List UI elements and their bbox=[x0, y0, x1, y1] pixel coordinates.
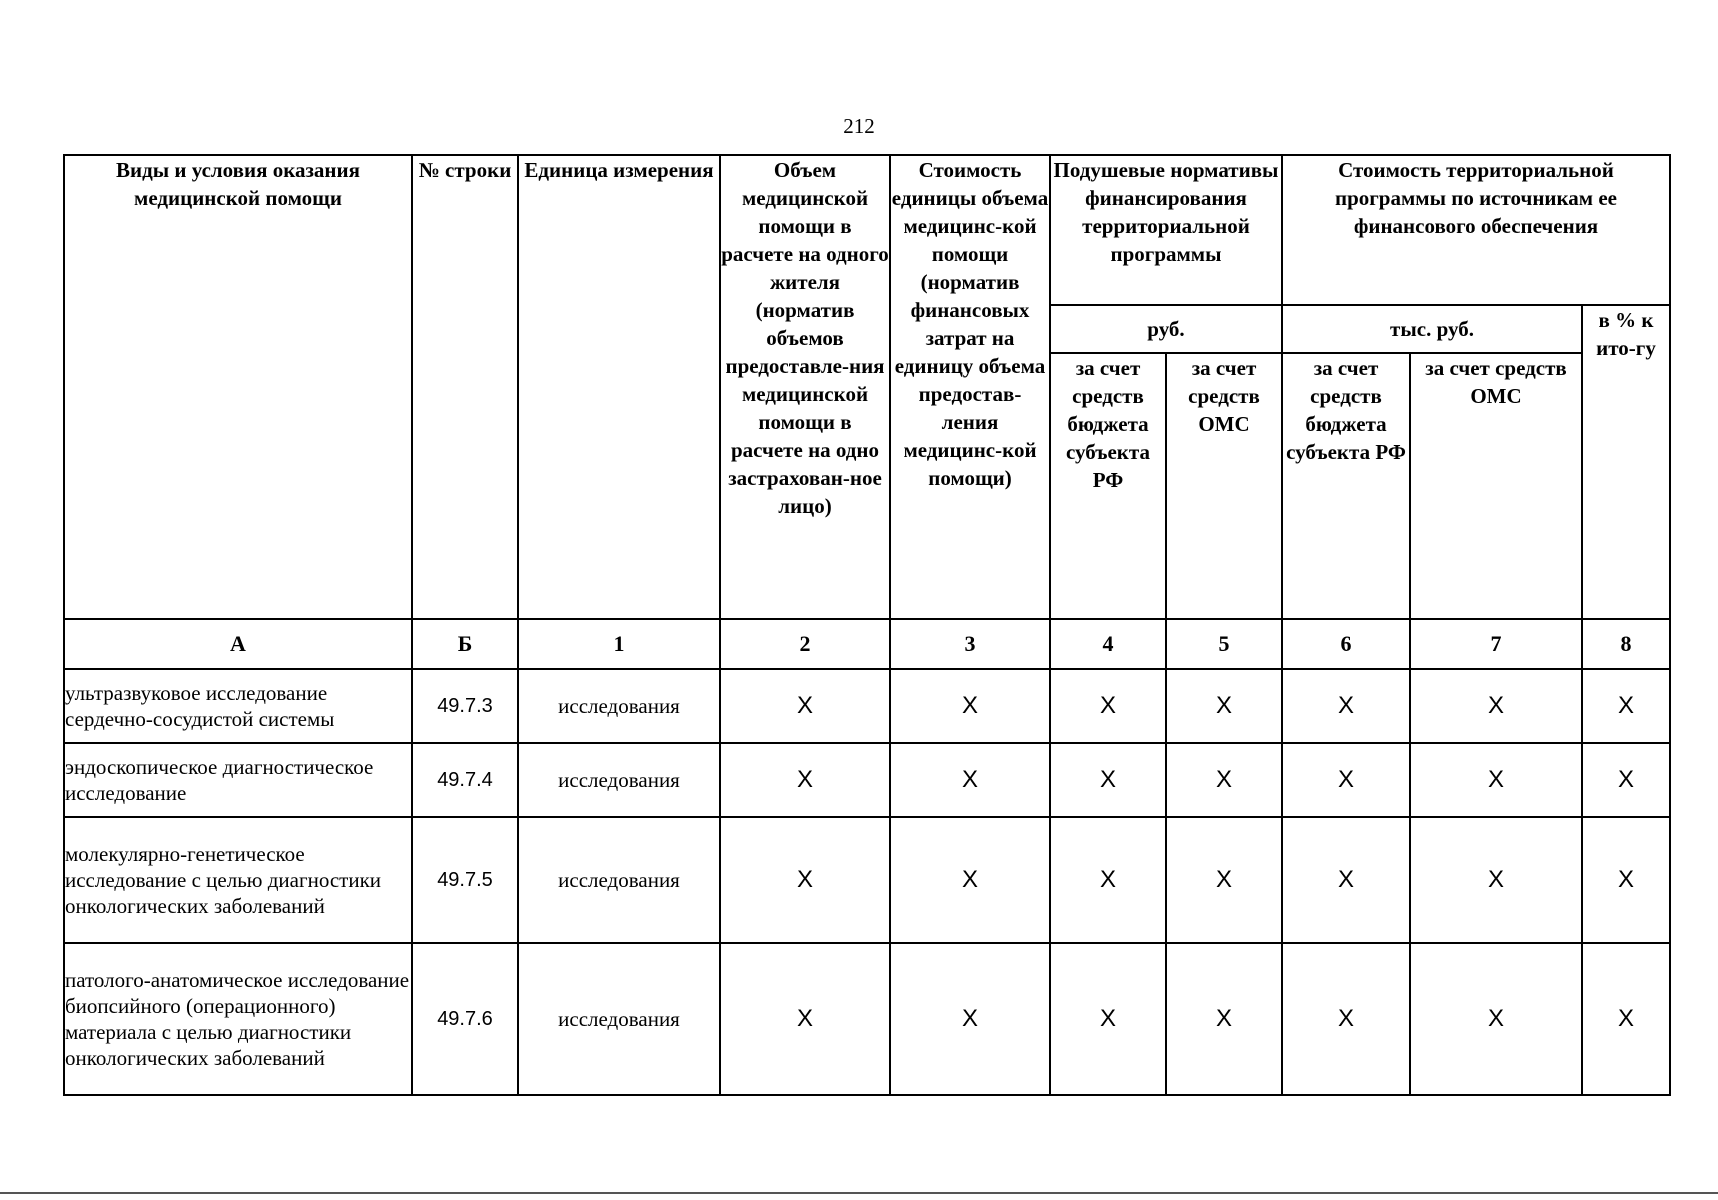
value-cell: Х bbox=[1410, 743, 1582, 817]
bottom-rule bbox=[0, 1192, 1718, 1194]
table-row bbox=[64, 943, 1670, 1095]
value-cell: Х bbox=[1166, 669, 1282, 743]
header-group-per-capita: Подушевые нормативы финансирования территориальной программы bbox=[1050, 155, 1282, 305]
row-unit: исследования bbox=[518, 817, 720, 943]
value-cell: Х bbox=[720, 743, 890, 817]
row-code: 49.7.6 bbox=[412, 943, 518, 1095]
table-row bbox=[64, 669, 1670, 743]
table-row bbox=[64, 817, 1670, 943]
header-col-3: Стоимость единицы объема медицинс-кой помощи (норматив финансовых затрат на единицу объема предостав-ления медицинс-кой помощи) bbox=[890, 155, 1050, 619]
row-name: эндоскопическое диагностическое исследование bbox=[64, 743, 412, 817]
value-cell: Х bbox=[720, 943, 890, 1095]
index-cell: 8 bbox=[1582, 619, 1670, 669]
page-number: 212 bbox=[843, 114, 875, 138]
header-unit-thous-rub: тыс. руб. bbox=[1282, 305, 1582, 353]
header-col-2: Объем медицинской помощи в расчете на одного жителя (норматив объемов предоставле-ния медицинской помощи в расчете на одно застрахован-ное лицо) bbox=[720, 155, 890, 619]
header-col-a: Виды и условия оказания медицинской помощи bbox=[64, 155, 412, 619]
index-cell: 4 bbox=[1050, 619, 1166, 669]
header-col-b: № строки bbox=[412, 155, 518, 619]
row-unit: исследования bbox=[518, 743, 720, 817]
row-name: патолого-анатомическое исследование биопсийного (операционного) материала с целью диагностики онкологических заболеваний bbox=[64, 943, 412, 1095]
row-name: ультразвуковое исследование сердечно-сосудистой системы bbox=[64, 669, 412, 743]
row-code: 49.7.3 bbox=[412, 669, 518, 743]
value-cell: Х bbox=[720, 669, 890, 743]
header-col-7: за счет средств ОМС bbox=[1410, 353, 1582, 619]
row-unit: исследования bbox=[518, 669, 720, 743]
header-col-1: Единица измерения bbox=[518, 155, 720, 619]
header-group-cost: Стоимость территориальной программы по источникам ее финансового обеспечения bbox=[1282, 155, 1670, 305]
value-cell: Х bbox=[1282, 743, 1410, 817]
table-row bbox=[64, 743, 1670, 817]
value-cell: Х bbox=[1410, 943, 1582, 1095]
value-cell: Х bbox=[1282, 943, 1410, 1095]
index-cell: 3 bbox=[890, 619, 1050, 669]
index-cell: Б bbox=[412, 619, 518, 669]
value-cell: Х bbox=[1282, 817, 1410, 943]
header-col-6: за счет средств бюджета субъекта РФ bbox=[1282, 353, 1410, 619]
value-cell: Х bbox=[890, 943, 1050, 1095]
header-col-5: за счет средств ОМС bbox=[1166, 353, 1282, 619]
value-cell: Х bbox=[1582, 743, 1670, 817]
value-cell: Х bbox=[1166, 743, 1282, 817]
value-cell: Х bbox=[1166, 943, 1282, 1095]
value-cell: Х bbox=[1166, 817, 1282, 943]
index-cell: 5 bbox=[1166, 619, 1282, 669]
value-cell: Х bbox=[720, 817, 890, 943]
index-cell: 6 bbox=[1282, 619, 1410, 669]
value-cell: Х bbox=[1410, 669, 1582, 743]
value-cell: Х bbox=[1050, 943, 1166, 1095]
column-index-row bbox=[64, 619, 1670, 669]
value-cell: Х bbox=[1582, 669, 1670, 743]
index-cell: А bbox=[64, 619, 412, 669]
financing-table bbox=[63, 154, 1671, 1096]
value-cell: Х bbox=[1582, 943, 1670, 1095]
row-unit: исследования bbox=[518, 943, 720, 1095]
value-cell: Х bbox=[890, 743, 1050, 817]
index-cell: 1 bbox=[518, 619, 720, 669]
row-code: 49.7.5 bbox=[412, 817, 518, 943]
value-cell: Х bbox=[890, 669, 1050, 743]
header-unit-rub: руб. bbox=[1050, 305, 1282, 353]
row-code: 49.7.4 bbox=[412, 743, 518, 817]
value-cell: Х bbox=[1282, 669, 1410, 743]
value-cell: Х bbox=[1410, 817, 1582, 943]
header-col-4: за счет средств бюджета субъекта РФ bbox=[1050, 353, 1166, 619]
header-col-8: в % к ито-гу bbox=[1582, 305, 1670, 619]
value-cell: Х bbox=[1050, 817, 1166, 943]
value-cell: Х bbox=[1050, 669, 1166, 743]
index-cell: 2 bbox=[720, 619, 890, 669]
value-cell: Х bbox=[1582, 817, 1670, 943]
row-name: молекулярно-генетическое исследование с целью диагностики онкологических заболеваний bbox=[64, 817, 412, 943]
value-cell: Х bbox=[890, 817, 1050, 943]
value-cell: Х bbox=[1050, 743, 1166, 817]
index-cell: 7 bbox=[1410, 619, 1582, 669]
